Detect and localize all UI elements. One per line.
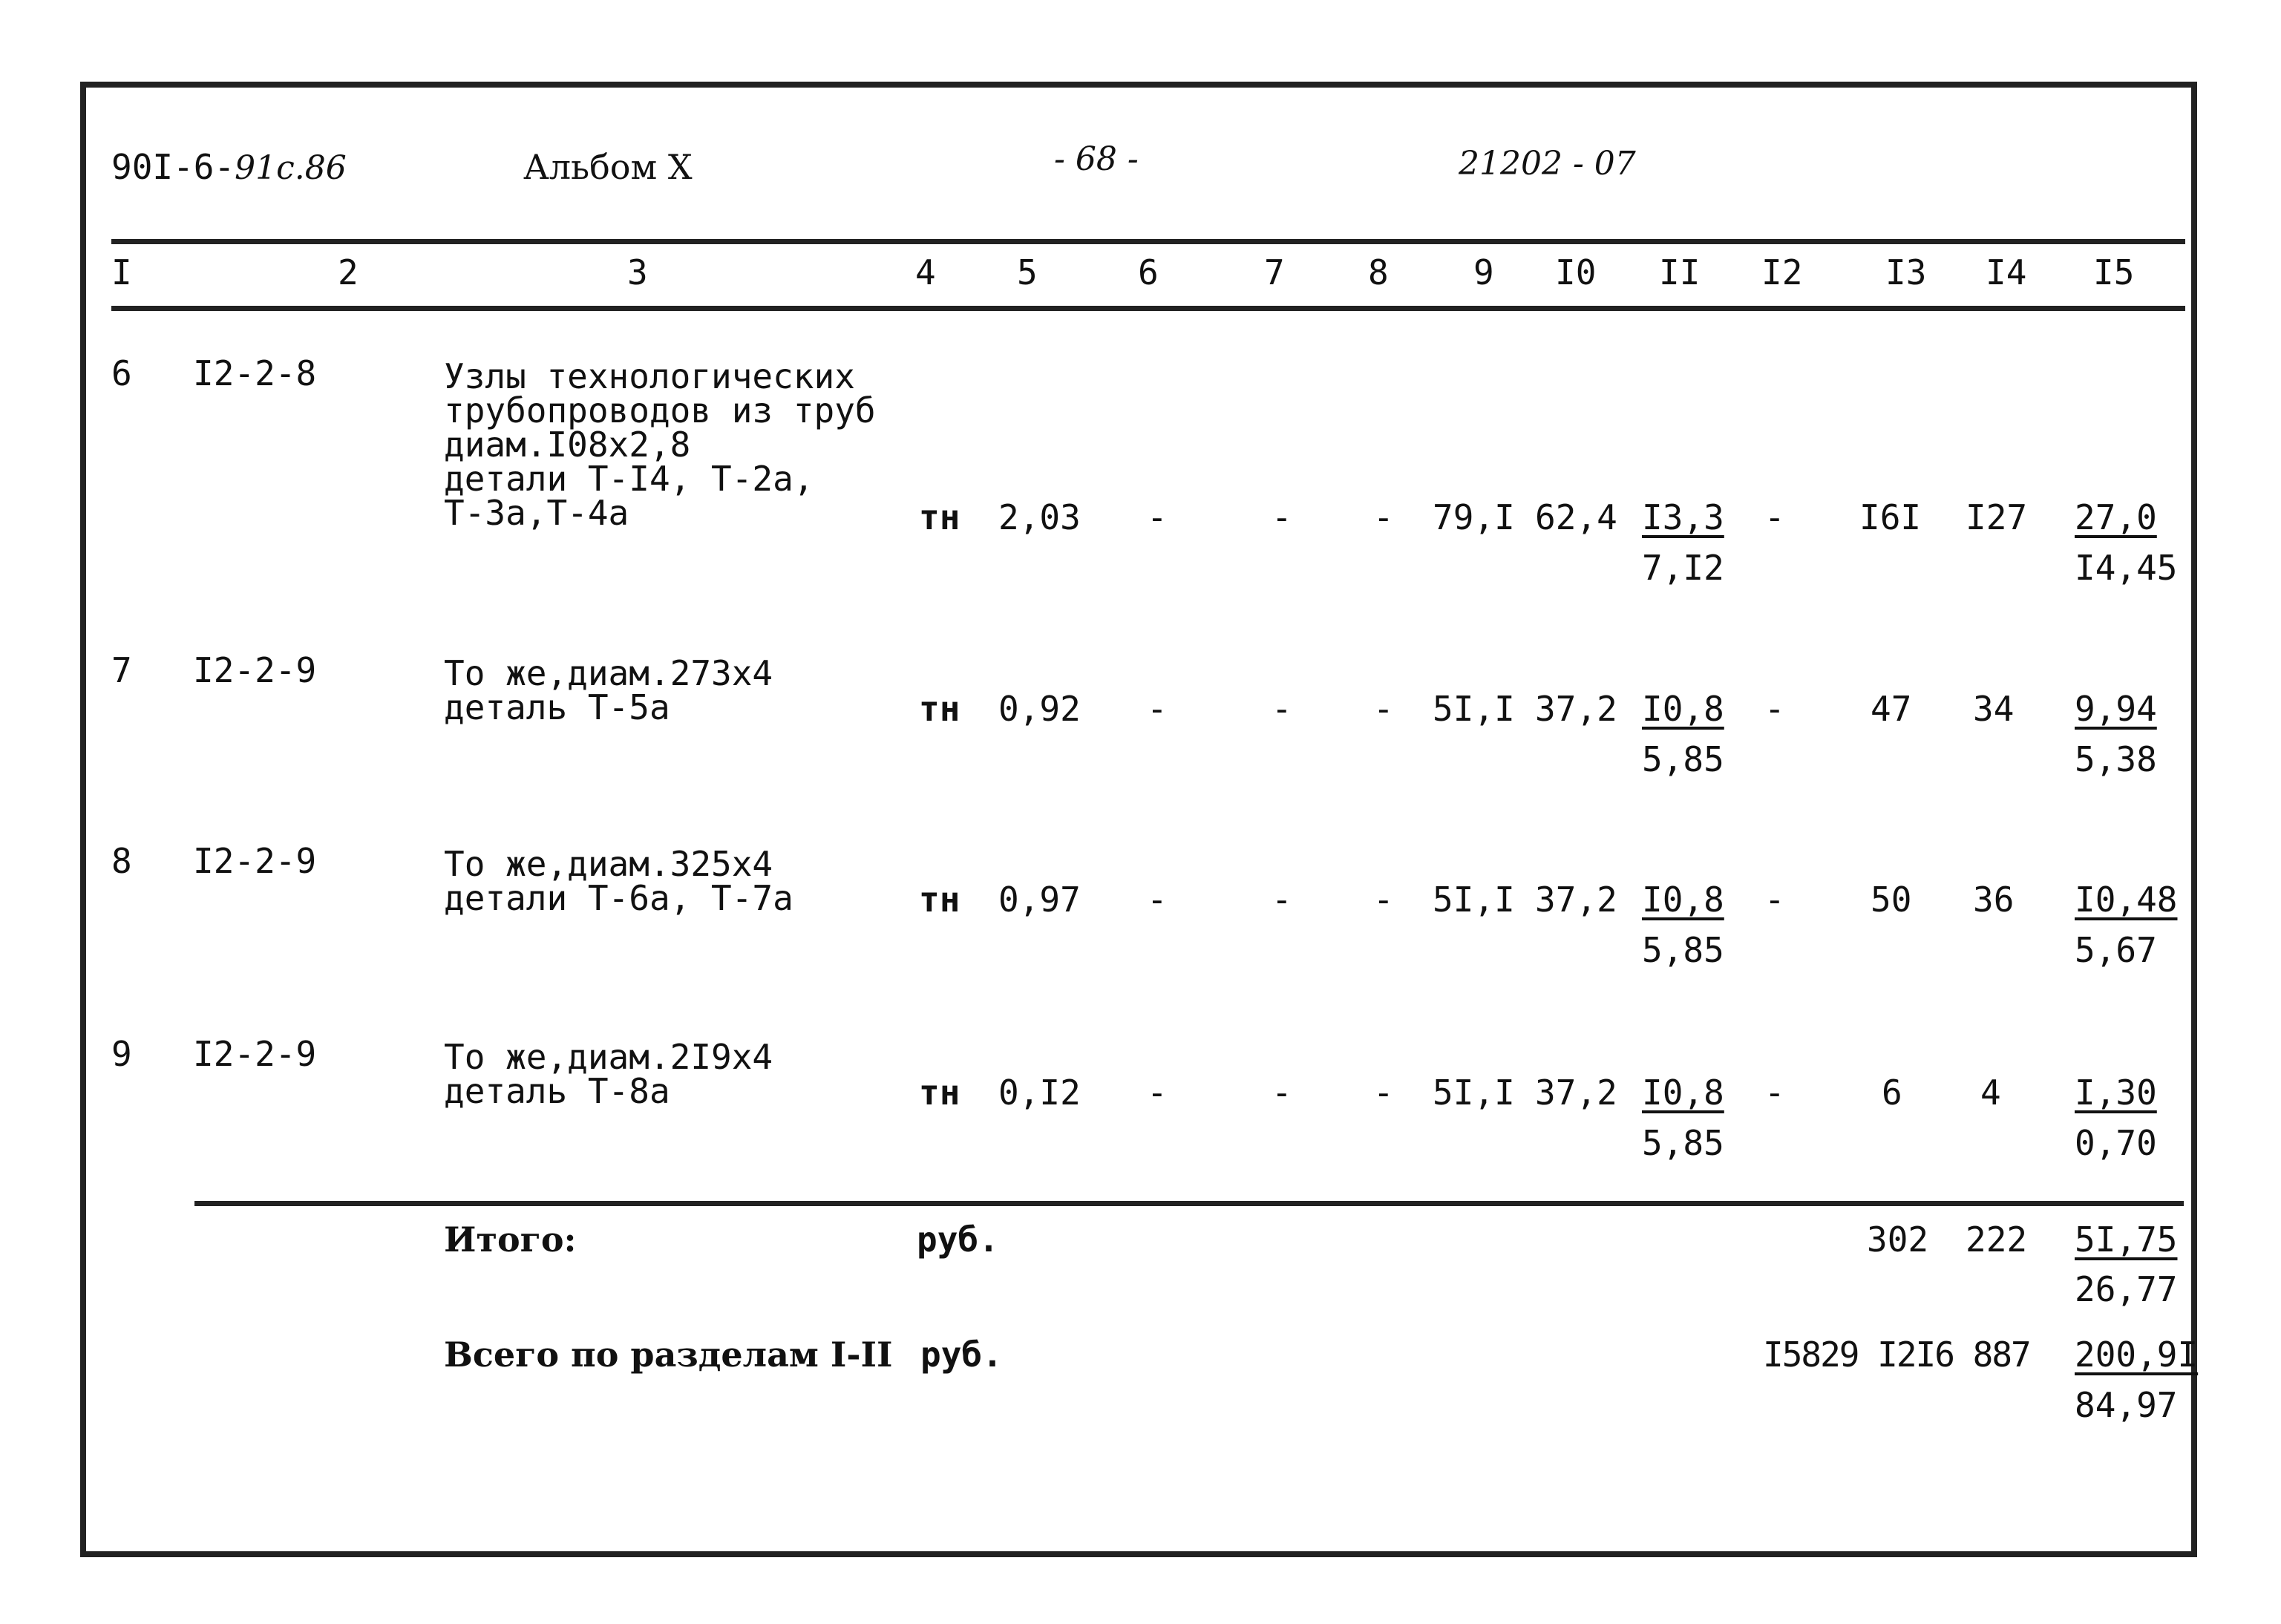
row-col10: 62,4 xyxy=(1535,497,1617,537)
col-header-6: 6 xyxy=(1138,252,1159,292)
row-col6: - xyxy=(1147,880,1168,920)
row-col15-top: 27,0 xyxy=(2075,497,2157,537)
row-number: 8 xyxy=(111,841,132,881)
row-col13: I6I xyxy=(1859,497,1922,537)
row-col8: - xyxy=(1373,880,1394,920)
totals-rule xyxy=(194,1201,2184,1206)
row-description: То же,диам.2I9x4 деталь Т-8а xyxy=(444,1037,773,1111)
totals-col14: 222 xyxy=(1966,1219,2028,1260)
col-header-10: I0 xyxy=(1555,252,1597,292)
grand-total-col15-bottom: 84,97 xyxy=(2075,1385,2178,1425)
row-col14: 36 xyxy=(1973,880,2015,920)
row-col15-top: 9,94 xyxy=(2075,689,2157,729)
row-qty: 0,I2 xyxy=(998,1073,1081,1113)
row-col14: 4 xyxy=(1980,1073,2001,1113)
row-col11-bottom: 5,85 xyxy=(1642,1123,1724,1163)
row-col15-bottom: 5,67 xyxy=(2075,930,2157,970)
row-unit: тн xyxy=(919,689,960,729)
row-description: Узлы технологических трубопроводов из труб диам.I08x2,8 детали Т-I4, Т-2а, Т-3а,Т-4а xyxy=(444,356,876,533)
totals-label: Итого: xyxy=(444,1219,577,1260)
album-title: Альбом X xyxy=(523,147,693,187)
row-code: I2-2-9 xyxy=(193,650,317,690)
grand-total-col15-top: 200,9I xyxy=(2075,1335,2199,1375)
row-col11-bottom: 5,85 xyxy=(1642,930,1724,970)
doc-code: 90I-6-91c.86 xyxy=(111,147,347,187)
page-number: - 68 - xyxy=(1054,140,1139,178)
row-col14: 34 xyxy=(1973,689,2015,729)
col-header-11: II xyxy=(1659,252,1701,292)
totals-col15-top: 5I,75 xyxy=(2075,1219,2178,1260)
row-col11-bottom: 5,85 xyxy=(1642,739,1724,779)
col-header-15: I5 xyxy=(2093,252,2135,292)
row-unit: тн xyxy=(919,1073,960,1113)
row-col15-bottom: 0,70 xyxy=(2075,1123,2157,1163)
row-col15-top: I,30 xyxy=(2075,1073,2157,1113)
row-col13: 47 xyxy=(1871,689,1912,729)
row-col11-top: I0,8 xyxy=(1642,880,1724,920)
sheet-code: 21202 - 07 xyxy=(1459,145,1636,183)
row-col8: - xyxy=(1373,497,1394,537)
row-code: I2-2-9 xyxy=(193,1034,317,1074)
col-header-5: 5 xyxy=(1017,252,1038,292)
totals-col15-bottom: 26,77 xyxy=(2075,1269,2178,1309)
row-unit: тн xyxy=(919,880,960,920)
row-col8: - xyxy=(1373,1073,1394,1113)
row-col9: 5I,I xyxy=(1433,1073,1515,1113)
row-number: 7 xyxy=(111,650,132,690)
row-col14: I27 xyxy=(1966,497,2028,537)
row-col8: - xyxy=(1373,689,1394,729)
row-col12: - xyxy=(1764,1073,1785,1113)
row-description: То же,диам.273x4 деталь Т-5а xyxy=(444,653,773,727)
row-col11-top: I0,8 xyxy=(1642,1073,1724,1113)
col-header-13: I3 xyxy=(1885,252,1927,292)
row-col15-bottom: I4,45 xyxy=(2075,548,2178,588)
row-col11-top: I0,8 xyxy=(1642,689,1724,729)
row-col10: 37,2 xyxy=(1535,689,1617,729)
row-col11-top: I3,3 xyxy=(1642,497,1724,537)
col-header-9: 9 xyxy=(1473,252,1494,292)
row-col9: 5I,I xyxy=(1433,689,1515,729)
col-header-3: 3 xyxy=(627,252,648,292)
row-col11-bottom: 7,I2 xyxy=(1642,548,1724,588)
col-header-2: 2 xyxy=(338,252,359,292)
header-rule-top xyxy=(111,239,2185,244)
row-number: 6 xyxy=(111,353,132,393)
row-unit: тн xyxy=(919,497,960,537)
row-col6: - xyxy=(1147,689,1168,729)
row-col12: - xyxy=(1764,880,1785,920)
col-header-12: I2 xyxy=(1761,252,1803,292)
row-qty: 0,92 xyxy=(998,689,1081,729)
col-header-8: 8 xyxy=(1368,252,1389,292)
row-col6: - xyxy=(1147,1073,1168,1113)
row-col6: - xyxy=(1147,497,1168,537)
grand-total-unit: руб. xyxy=(920,1335,1003,1375)
row-description: То же,диам.325x4 детали Т-6а, Т-7а xyxy=(444,844,793,918)
row-col7: - xyxy=(1272,1073,1292,1113)
row-col13: 6 xyxy=(1882,1073,1902,1113)
col-header-14: I4 xyxy=(1986,252,2027,292)
row-col15-top: I0,48 xyxy=(2075,880,2178,920)
totals-col13: 302 xyxy=(1867,1219,1929,1260)
row-col9: 79,I xyxy=(1433,497,1515,537)
totals-unit: руб. xyxy=(917,1219,999,1260)
col-header-7: 7 xyxy=(1264,252,1285,292)
row-col10: 37,2 xyxy=(1535,880,1617,920)
row-col12: - xyxy=(1764,497,1785,537)
row-col7: - xyxy=(1272,880,1292,920)
row-col9: 5I,I xyxy=(1433,880,1515,920)
row-qty: 0,97 xyxy=(998,880,1081,920)
grand-total-values: I5829 I2I6 887 xyxy=(1763,1335,2030,1375)
row-number: 9 xyxy=(111,1034,132,1074)
row-col7: - xyxy=(1272,497,1292,537)
grand-total-label: Всего по разделам I-II xyxy=(444,1335,893,1375)
row-col7: - xyxy=(1272,689,1292,729)
row-col15-bottom: 5,38 xyxy=(2075,739,2157,779)
col-header-4: 4 xyxy=(915,252,936,292)
row-qty: 2,03 xyxy=(998,497,1081,537)
col-header-1: I xyxy=(111,252,132,292)
row-code: I2-2-8 xyxy=(193,353,317,393)
row-col10: 37,2 xyxy=(1535,1073,1617,1113)
row-col12: - xyxy=(1764,689,1785,729)
header-rule-bottom xyxy=(111,306,2185,311)
row-code: I2-2-9 xyxy=(193,841,317,881)
row-col13: 50 xyxy=(1871,880,1912,920)
